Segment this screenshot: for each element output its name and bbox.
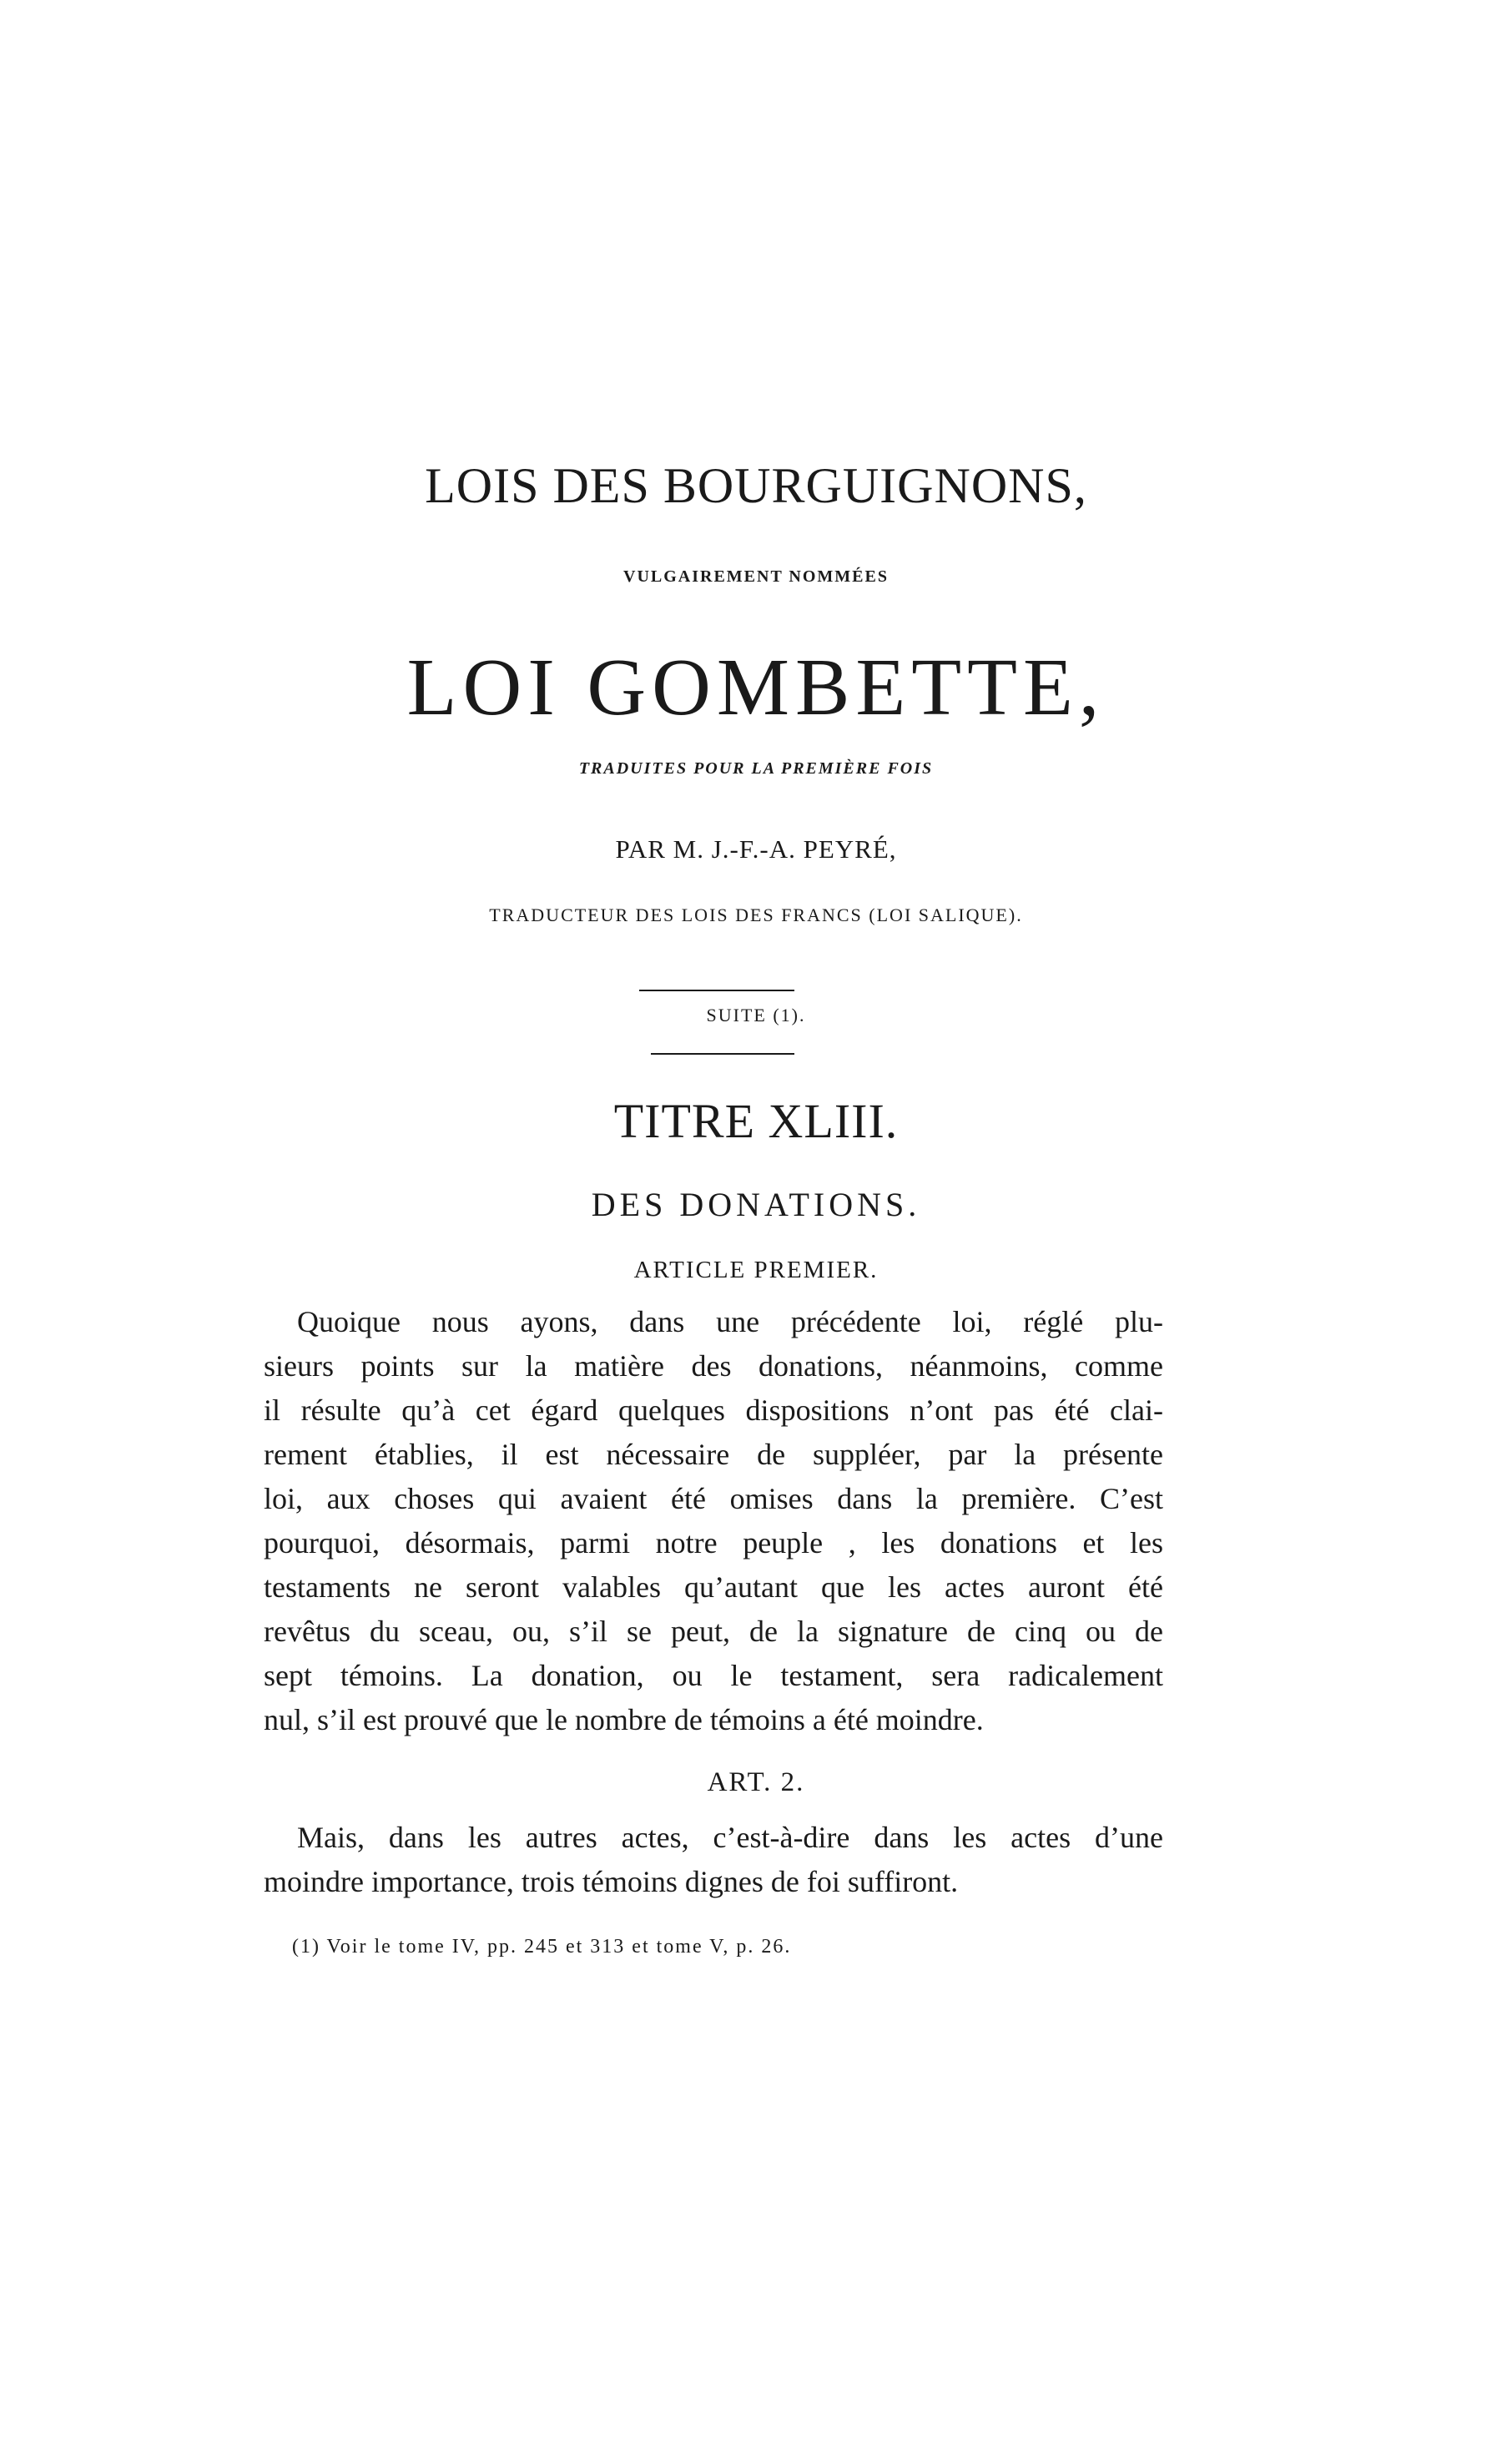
text-line: sept témoins. La donation, ou le testament, sera radicalement (264, 1659, 1163, 1692)
divider-bottom (651, 1053, 794, 1055)
text-line: testaments ne seront valables qu’autant que les actes auront été (264, 1570, 1163, 1604)
titre-heading: TITRE XLIII. (613, 1094, 899, 1148)
text-line: loi, aux choses qui avaient été omises dans la première. C’est (264, 1482, 1163, 1515)
text-line: moindre importance, trois témoins dignes de foi suffiront. (264, 1865, 959, 1898)
text-line: pourquoi, désormais, parmi notre peuple , les donations et les (264, 1526, 1163, 1560)
text-line: revêtus du sceau, ou, s’il se peut, de la signature de cinq ou de (264, 1615, 1163, 1648)
text-line: il résulte qu’à cet égard quelques dispositions n’ont pas été clai- (264, 1393, 1163, 1427)
translated-note: TRADUITES POUR LA PREMIÈRE FOIS (578, 759, 934, 778)
text-line: nul, s’il est prouvé que le nombre de témoins a été moindre. (264, 1703, 984, 1736)
footnote: (1) Voir le tome IV, pp. 245 et 313 et tome V, p. 26. (292, 1936, 792, 1958)
translator-credit: TRADUCTEUR DES LOIS DES FRANCS (LOI SALIQUE). (489, 905, 1023, 925)
author-byline: PAR M. J.-F.-A. PEYRÉ, (615, 834, 897, 864)
article-1-heading: ARTICLE PREMIER. (633, 1257, 879, 1283)
text-line: sieurs points sur la matière des donations, néanmoins, comme (264, 1349, 1163, 1383)
divider-top (639, 990, 794, 991)
section-heading: DES DONATIONS. (591, 1186, 921, 1223)
article-2-text (264, 1816, 1163, 1904)
header-title: LOIS DES BOURGUIGNONS, (425, 458, 1087, 513)
article-2-heading: ART. 2. (707, 1767, 805, 1797)
article-1-text (264, 1300, 1163, 1742)
main-title: LOI GOMBETTE, (406, 642, 1106, 733)
suite-label: SUITE (1). (706, 1005, 806, 1025)
text-line: rement établies, il est nécessaire de suppléer, par la présente (264, 1438, 1163, 1471)
text-line: Mais, dans les autres actes, c’est-à-dire dans les actes d’une (297, 1821, 1163, 1854)
header-subtitle: VULGAIREMENT NOMMÉES (623, 567, 889, 586)
text-line: Quoique nous ayons, dans une précédente loi, réglé plu- (297, 1305, 1163, 1338)
